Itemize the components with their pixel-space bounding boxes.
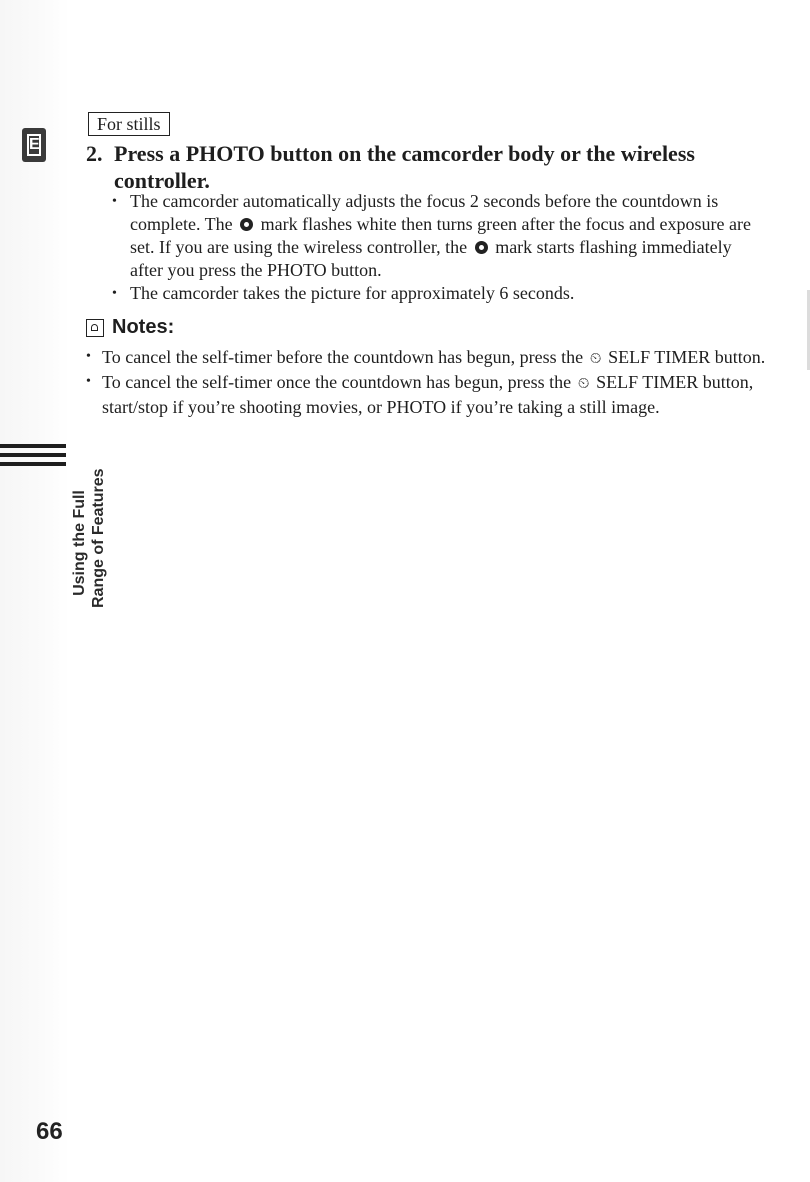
notes-heading [86,316,174,339]
step-heading [86,140,726,194]
self-timer-icon: ⏲ [589,349,602,367]
step-bullets [112,190,762,305]
notes-icon [86,319,104,337]
page-number: 66 [36,1118,63,1145]
bullet-text-1c: mark starts flashing immediately after you press the PHOTO button. [130,237,732,280]
notes-list [86,345,766,419]
notes-title: Notes: [112,316,175,338]
note-text-1b: SELF TIMER button. [608,347,766,367]
circle-dot-icon [240,218,253,231]
circle-dot-icon [475,241,488,254]
side-margin [0,0,70,1182]
step-title-line2: controller. [114,168,210,193]
note-text-2a: To cancel the self-timer once the countdown has begun, press the [102,372,572,392]
section-label: For stills [88,112,170,136]
side-bars [0,444,66,471]
step-title-line1: Press a PHOTO button on the camcorder body or the wireless [114,141,695,166]
chapter-label [70,468,108,608]
bullet-text-1a: The camcorder automatically adjusts the focus 2 seconds before the countdown is complete. The [130,191,719,234]
list-item [86,345,766,370]
step-number: 2. [86,141,103,166]
bullet-text-1b: mark flashes white then turns green after the focus and exposure are set. If you are using the wireless controller, the [130,214,751,257]
language-tab [22,128,46,162]
note-text-1a: To cancel the self-timer before the countdown has begun, press the [102,347,584,367]
note-text-2b: SELF TIMER button, start/stop if you’re shooting movies, or PHOTO if you’re taking a still image. [102,372,754,417]
list-item [86,370,766,419]
chapter-label-line1: Using the Full [71,490,88,596]
list-item [112,282,762,305]
language-letter: E [27,134,41,156]
self-timer-icon: ⏲ [577,374,590,392]
bullet-text-2: The camcorder takes the picture for approximately 6 seconds. [130,283,575,303]
list-item [112,190,762,282]
chapter-label-line2: Range of Features [90,468,107,608]
